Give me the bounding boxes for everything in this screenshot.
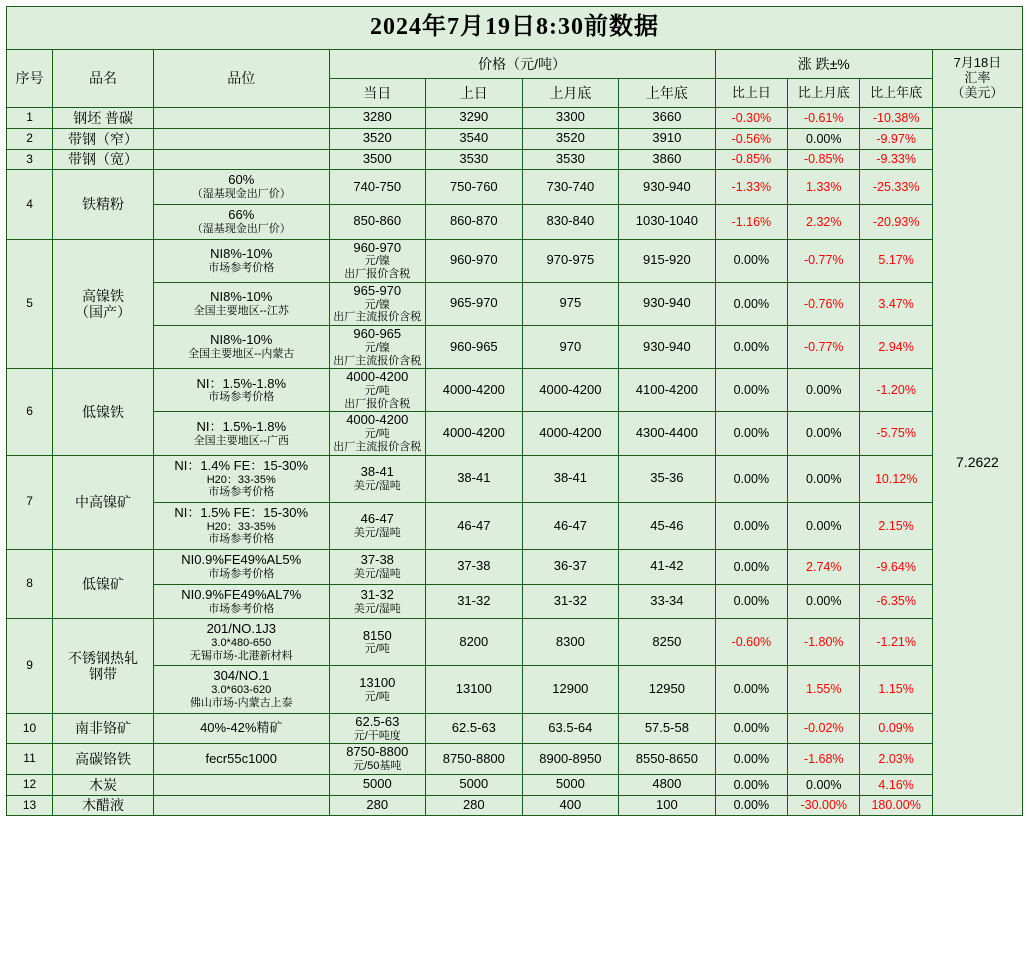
price-prev-day: 4000-4200 <box>426 369 523 412</box>
price-today <box>329 282 426 325</box>
row-index: 5 <box>7 239 53 369</box>
price-today <box>329 584 426 619</box>
header-rate-line3: （美元） <box>951 84 1004 100</box>
price-today-value: 31-32 <box>360 586 394 602</box>
change-vs-prev-year: 2.94% <box>860 325 932 368</box>
price-prev-month: 38-41 <box>522 455 619 502</box>
price-today-unit: 元/吨 <box>364 385 390 398</box>
row-product-name: 木醋液 <box>53 795 154 816</box>
price-today <box>329 108 426 129</box>
change-vs-prev-month: 0.00% <box>788 128 860 149</box>
change-vs-prev-year: 1.15% <box>860 666 932 713</box>
header-price-prevday: 上日 <box>426 79 523 108</box>
price-prev-day: 3530 <box>426 149 523 170</box>
price-today-value: 960-965 <box>353 325 402 341</box>
grade-main: fecr55c1000 <box>205 750 278 766</box>
price-prev-month: 12900 <box>522 666 619 713</box>
table-row <box>7 744 1023 775</box>
price-today-value: 46-47 <box>360 511 394 527</box>
price-today-value: 5000 <box>362 776 392 792</box>
grade-sub: （湿基现金出厂价） <box>191 222 291 235</box>
grade-sub: 全国主要地区--广西 <box>193 434 289 447</box>
header-index: 序号 <box>7 50 53 108</box>
price-today-value: 965-970 <box>353 282 402 298</box>
row-grade <box>153 239 329 282</box>
change-vs-prev-month: -0.61% <box>788 108 860 129</box>
change-vs-prev-day: 0.00% <box>715 795 787 816</box>
price-prev-year: 915-920 <box>619 239 716 282</box>
table-body <box>7 108 1023 816</box>
header-price-prevyear: 上年底 <box>619 79 716 108</box>
change-vs-prev-month: 0.00% <box>788 774 860 795</box>
price-today-unit: 美元/湿吨 <box>353 527 401 540</box>
change-vs-prev-year: 3.47% <box>860 282 932 325</box>
grade-main: NI0.9%FE49%AL7% <box>181 586 302 602</box>
row-index: 12 <box>7 774 53 795</box>
change-vs-prev-day: 0.00% <box>715 282 787 325</box>
price-prev-year: 8550-8650 <box>619 744 716 775</box>
row-grade <box>153 584 329 619</box>
row-index: 10 <box>7 713 53 744</box>
header-price-today: 当日 <box>329 79 426 108</box>
price-today <box>329 204 426 239</box>
price-prev-year: 930-940 <box>619 325 716 368</box>
price-today-value: 3520 <box>362 130 392 146</box>
price-today-note: 出厂主流报价含税 <box>333 354 422 367</box>
table-row <box>7 584 1023 619</box>
price-today-value: 37-38 <box>360 552 394 568</box>
change-vs-prev-day: 0.00% <box>715 369 787 412</box>
header-chg-month: 比上月底 <box>788 79 860 108</box>
price-prev-year: 930-940 <box>619 282 716 325</box>
price-today-note: 出厂主流报价含税 <box>333 441 422 453</box>
change-vs-prev-month: -30.00% <box>788 795 860 816</box>
grade-sub: 市场参考价格 <box>208 602 275 615</box>
price-today <box>329 325 426 368</box>
table-row <box>7 619 1023 666</box>
price-prev-day: 750-760 <box>426 170 523 205</box>
price-today-value: 740-750 <box>353 178 402 194</box>
grade-main: 60% <box>228 172 255 188</box>
change-vs-prev-day: -0.85% <box>715 149 787 170</box>
price-prev-month: 400 <box>522 795 619 816</box>
price-prev-day: 8750-8800 <box>426 744 523 775</box>
price-prev-month: 46-47 <box>522 502 619 549</box>
table-row <box>7 282 1023 325</box>
price-prev-day: 31-32 <box>426 584 523 619</box>
change-vs-prev-year: -5.75% <box>860 412 932 455</box>
table-row <box>7 170 1023 205</box>
table-row <box>7 455 1023 502</box>
row-grade <box>153 369 329 412</box>
price-today <box>329 149 426 170</box>
price-today <box>329 369 426 412</box>
table-row <box>7 774 1023 795</box>
price-prev-month: 3520 <box>522 128 619 149</box>
grade-sub: H20：33-35% <box>206 520 276 533</box>
price-prev-year: 3660 <box>619 108 716 129</box>
change-vs-prev-month: -0.85% <box>788 149 860 170</box>
grade-sub2: 佛山市场-内蒙古上泰 <box>189 697 293 710</box>
table-row <box>7 502 1023 549</box>
price-today <box>329 412 426 455</box>
price-prev-year: 33-34 <box>619 584 716 619</box>
change-vs-prev-year: 4.16% <box>860 774 932 795</box>
row-grade <box>153 774 329 795</box>
row-grade <box>153 550 329 585</box>
exchange-rate-value: 7.2622 <box>932 108 1022 816</box>
change-vs-prev-month: 0.00% <box>788 584 860 619</box>
price-prev-year: 4300-4400 <box>619 412 716 455</box>
row-grade <box>153 713 329 744</box>
price-prev-day: 3540 <box>426 128 523 149</box>
price-today-value: 4000-4200 <box>346 369 409 385</box>
price-prev-day: 280 <box>426 795 523 816</box>
price-today-note: 出厂报价含税 <box>344 397 411 410</box>
price-today-unit: 元/干吨度 <box>353 729 401 742</box>
change-vs-prev-day: 0.00% <box>715 550 787 585</box>
change-vs-prev-day: 0.00% <box>715 239 787 282</box>
change-vs-prev-month: 0.00% <box>788 455 860 502</box>
row-index: 7 <box>7 455 53 549</box>
row-index: 6 <box>7 369 53 455</box>
change-vs-prev-year: -9.33% <box>860 149 932 170</box>
header-name: 品名 <box>53 50 154 108</box>
table-row <box>7 149 1023 170</box>
price-prev-year: 4100-4200 <box>619 369 716 412</box>
price-today-value: 3500 <box>362 151 392 167</box>
header-rate-group <box>932 50 1022 108</box>
price-today-unit: 元/吨 <box>364 643 390 656</box>
row-grade <box>153 412 329 455</box>
price-today-note: 出厂主流报价含税 <box>333 311 422 324</box>
change-vs-prev-month: 1.33% <box>788 170 860 205</box>
price-prev-month: 970-975 <box>522 239 619 282</box>
grade-sub: 市场参考价格 <box>208 391 275 404</box>
price-today <box>329 455 426 502</box>
row-product-name: 钢坯 普碳 <box>53 108 154 129</box>
price-today-value: 4000-4200 <box>346 412 409 428</box>
change-vs-prev-day: -0.60% <box>715 619 787 666</box>
price-today <box>329 128 426 149</box>
row-index: 3 <box>7 149 53 170</box>
price-today <box>329 619 426 666</box>
price-prev-year: 930-940 <box>619 170 716 205</box>
grade-sub2: 市场参考价格 <box>208 486 275 499</box>
change-vs-prev-day: -0.56% <box>715 128 787 149</box>
price-today-unit: 元/吨 <box>364 428 390 441</box>
grade-main: NI：1.4% FE：15-30% <box>174 457 309 473</box>
price-today-value: 960-970 <box>353 239 402 255</box>
table-row <box>7 204 1023 239</box>
change-vs-prev-day: 0.00% <box>715 325 787 368</box>
grade-main: 304/NO.1 <box>213 668 270 684</box>
change-vs-prev-year: 0.09% <box>860 713 932 744</box>
header-row-1 <box>7 50 1023 79</box>
row-index: 4 <box>7 170 53 239</box>
price-prev-year: 12950 <box>619 666 716 713</box>
table-row <box>7 795 1023 816</box>
price-prev-day: 4000-4200 <box>426 412 523 455</box>
row-index: 11 <box>7 744 53 775</box>
change-vs-prev-month: -1.68% <box>788 744 860 775</box>
change-vs-prev-month: 2.74% <box>788 550 860 585</box>
change-vs-prev-month: 2.32% <box>788 204 860 239</box>
row-grade <box>153 149 329 170</box>
price-today <box>329 550 426 585</box>
price-today-unit: 元/镍 <box>364 341 390 354</box>
row-product-name: 中高镍矿 <box>53 455 154 549</box>
row-grade <box>153 108 329 129</box>
grade-main: NI8%-10% <box>210 332 273 348</box>
table-row <box>7 550 1023 585</box>
row-product-name: 带钢（窄） <box>53 128 154 149</box>
price-today <box>329 774 426 795</box>
price-today-unit: 美元/湿吨 <box>353 568 401 581</box>
row-grade <box>153 666 329 713</box>
price-prev-month: 4000-4200 <box>522 369 619 412</box>
price-prev-year: 100 <box>619 795 716 816</box>
price-prev-year: 45-46 <box>619 502 716 549</box>
price-prev-month: 4000-4200 <box>522 412 619 455</box>
price-prev-day: 3290 <box>426 108 523 129</box>
price-prev-day: 5000 <box>426 774 523 795</box>
price-prev-year: 1030-1040 <box>619 204 716 239</box>
price-today-unit: 元/镍 <box>364 298 390 311</box>
grade-main: NI：1.5% FE：15-30% <box>174 504 309 520</box>
price-prev-day: 965-970 <box>426 282 523 325</box>
grade-sub: 全国主要地区--内蒙古 <box>188 348 295 361</box>
change-vs-prev-day: 0.00% <box>715 584 787 619</box>
header-change-group: 涨 跌±% <box>715 50 932 79</box>
grade-main: 66% <box>228 206 255 222</box>
row-grade <box>153 170 329 205</box>
price-prev-day: 13100 <box>426 666 523 713</box>
change-vs-prev-month: 0.00% <box>788 369 860 412</box>
row-product-name: 低镍铁 <box>53 369 154 455</box>
change-vs-prev-day: 0.00% <box>715 455 787 502</box>
row-grade <box>153 325 329 368</box>
change-vs-prev-day: 0.00% <box>715 412 787 455</box>
grade-main: NI0.9%FE49%AL5% <box>181 552 302 568</box>
header-chg-year: 比上年底 <box>860 79 932 108</box>
price-prev-month: 830-840 <box>522 204 619 239</box>
change-vs-prev-month: -0.77% <box>788 239 860 282</box>
row-product-name: 不锈钢热轧 钢带 <box>53 619 154 713</box>
price-today-unit: 美元/湿吨 <box>353 602 401 615</box>
change-vs-prev-day: -1.33% <box>715 170 787 205</box>
change-vs-prev-day: -0.30% <box>715 108 787 129</box>
price-prev-month: 63.5-64 <box>522 713 619 744</box>
grade-main: 40%-42%精矿 <box>200 719 283 735</box>
change-vs-prev-month: 1.55% <box>788 666 860 713</box>
change-vs-prev-month: 0.00% <box>788 412 860 455</box>
grade-sub2: 无锡市场-北港新材料 <box>189 649 293 662</box>
change-vs-prev-year: -6.35% <box>860 584 932 619</box>
change-vs-prev-month: -1.80% <box>788 619 860 666</box>
change-vs-prev-month: -0.76% <box>788 282 860 325</box>
price-today-unit: 元/50基吨 <box>353 760 402 773</box>
row-product-name: 高镍铁 （国产） <box>53 239 154 369</box>
price-today-value: 280 <box>366 797 389 813</box>
header-rate-line2: 汇率 <box>964 70 991 86</box>
change-vs-prev-day: 0.00% <box>715 774 787 795</box>
table-row <box>7 128 1023 149</box>
row-grade <box>153 795 329 816</box>
price-prev-day: 62.5-63 <box>426 713 523 744</box>
row-product-name: 低镍矿 <box>53 550 154 619</box>
grade-sub2: 市场参考价格 <box>208 533 275 546</box>
row-grade <box>153 502 329 549</box>
table-header <box>7 7 1023 108</box>
header-chg-day: 比上日 <box>715 79 787 108</box>
change-vs-prev-year: 2.03% <box>860 744 932 775</box>
price-prev-year: 41-42 <box>619 550 716 585</box>
change-vs-prev-year: -20.93% <box>860 204 932 239</box>
row-grade <box>153 619 329 666</box>
price-today-unit: 元/镍 <box>364 255 390 268</box>
table-row <box>7 369 1023 412</box>
price-prev-month: 970 <box>522 325 619 368</box>
change-vs-prev-year: 2.15% <box>860 502 932 549</box>
price-prev-month: 3300 <box>522 108 619 129</box>
price-prev-year: 4800 <box>619 774 716 795</box>
change-vs-prev-year: -25.33% <box>860 170 932 205</box>
grade-sub: H20：33-35% <box>206 473 276 486</box>
row-index: 13 <box>7 795 53 816</box>
row-index: 8 <box>7 550 53 619</box>
price-today-value: 13100 <box>359 674 396 690</box>
grade-sub: 市场参考价格 <box>208 568 275 581</box>
change-vs-prev-day: 0.00% <box>715 713 787 744</box>
price-prev-month: 36-37 <box>522 550 619 585</box>
grade-sub: 全国主要地区--江苏 <box>193 305 289 318</box>
row-product-name: 铁精粉 <box>53 170 154 239</box>
price-prev-day: 860-870 <box>426 204 523 239</box>
price-prev-month: 31-32 <box>522 584 619 619</box>
grade-main: NI：1.5%-1.8% <box>196 375 287 391</box>
grade-main: NI8%-10% <box>210 289 273 305</box>
row-product-name: 木炭 <box>53 774 154 795</box>
grade-sub: 市场参考价格 <box>208 261 275 274</box>
grade-main: 201/NO.1J3 <box>206 621 276 637</box>
change-vs-prev-year: -1.20% <box>860 369 932 412</box>
price-prev-year: 8250 <box>619 619 716 666</box>
price-today-value: 62.5-63 <box>355 713 400 729</box>
table-row <box>7 412 1023 455</box>
row-product-name: 带钢（宽） <box>53 149 154 170</box>
change-vs-prev-year: 180.00% <box>860 795 932 816</box>
row-index: 1 <box>7 108 53 129</box>
price-prev-month: 8900-8950 <box>522 744 619 775</box>
row-product-name: 南非铬矿 <box>53 713 154 744</box>
price-today <box>329 666 426 713</box>
change-vs-prev-year: -1.21% <box>860 619 932 666</box>
price-prev-month: 8300 <box>522 619 619 666</box>
price-today <box>329 713 426 744</box>
price-today-unit: 元/吨 <box>364 690 390 703</box>
price-prev-month: 975 <box>522 282 619 325</box>
header-price-group: 价格（元/吨） <box>329 50 715 79</box>
change-vs-prev-day: 0.00% <box>715 666 787 713</box>
row-index: 2 <box>7 128 53 149</box>
title-row <box>7 7 1023 50</box>
row-grade <box>153 204 329 239</box>
change-vs-prev-day: 0.00% <box>715 744 787 775</box>
table-row <box>7 108 1023 129</box>
price-prev-day: 960-965 <box>426 325 523 368</box>
price-today <box>329 502 426 549</box>
header-rate-line1: 7月18日 <box>953 55 1002 71</box>
page-title: 2024年7月19日8:30前数据 <box>7 7 1023 50</box>
change-vs-prev-month: -0.02% <box>788 713 860 744</box>
price-prev-month: 5000 <box>522 774 619 795</box>
price-prev-day: 8200 <box>426 619 523 666</box>
change-vs-prev-month: -0.77% <box>788 325 860 368</box>
price-prev-month: 3530 <box>522 149 619 170</box>
row-index: 9 <box>7 619 53 713</box>
change-vs-prev-month: 0.00% <box>788 502 860 549</box>
price-prev-year: 57.5-58 <box>619 713 716 744</box>
change-vs-prev-year: -9.64% <box>860 550 932 585</box>
change-vs-prev-year: -9.97% <box>860 128 932 149</box>
grade-sub: （湿基现金出厂价） <box>191 188 291 201</box>
change-vs-prev-day: 0.00% <box>715 502 787 549</box>
price-today <box>329 795 426 816</box>
table-row <box>7 666 1023 713</box>
grade-main: NI：1.5%-1.8% <box>196 418 287 434</box>
price-prev-year: 35-36 <box>619 455 716 502</box>
price-today-value: 8150 <box>362 627 392 643</box>
price-today <box>329 744 426 775</box>
price-today-value: 850-860 <box>353 213 402 229</box>
price-today-value: 3280 <box>362 109 392 125</box>
row-grade <box>153 455 329 502</box>
price-today <box>329 170 426 205</box>
header-grade: 品位 <box>153 50 329 108</box>
price-today-value: 8750-8800 <box>346 744 409 760</box>
grade-sub: 3.0*480-650 <box>211 637 272 650</box>
row-product-name: 高碳铬铁 <box>53 744 154 775</box>
price-prev-day: 46-47 <box>426 502 523 549</box>
row-grade <box>153 282 329 325</box>
price-prev-day: 37-38 <box>426 550 523 585</box>
price-today-value: 38-41 <box>360 463 394 479</box>
table-row <box>7 713 1023 744</box>
row-grade <box>153 128 329 149</box>
change-vs-prev-year: -10.38% <box>860 108 932 129</box>
table-row <box>7 325 1023 368</box>
table-row <box>7 239 1023 282</box>
grade-sub: 3.0*603-620 <box>211 684 272 697</box>
price-today-unit: 美元/湿吨 <box>353 479 401 492</box>
price-today-note: 出厂报价含税 <box>344 268 411 281</box>
price-prev-day: 38-41 <box>426 455 523 502</box>
price-prev-day: 960-970 <box>426 239 523 282</box>
price-prev-year: 3860 <box>619 149 716 170</box>
change-vs-prev-year: 10.12% <box>860 455 932 502</box>
price-today <box>329 239 426 282</box>
grade-main: NI8%-10% <box>210 245 273 261</box>
row-grade <box>153 744 329 775</box>
price-prev-year: 3910 <box>619 128 716 149</box>
change-vs-prev-year: 5.17% <box>860 239 932 282</box>
change-vs-prev-day: -1.16% <box>715 204 787 239</box>
price-prev-month: 730-740 <box>522 170 619 205</box>
header-price-prevmonth: 上月底 <box>522 79 619 108</box>
daily-price-table <box>6 6 1023 816</box>
